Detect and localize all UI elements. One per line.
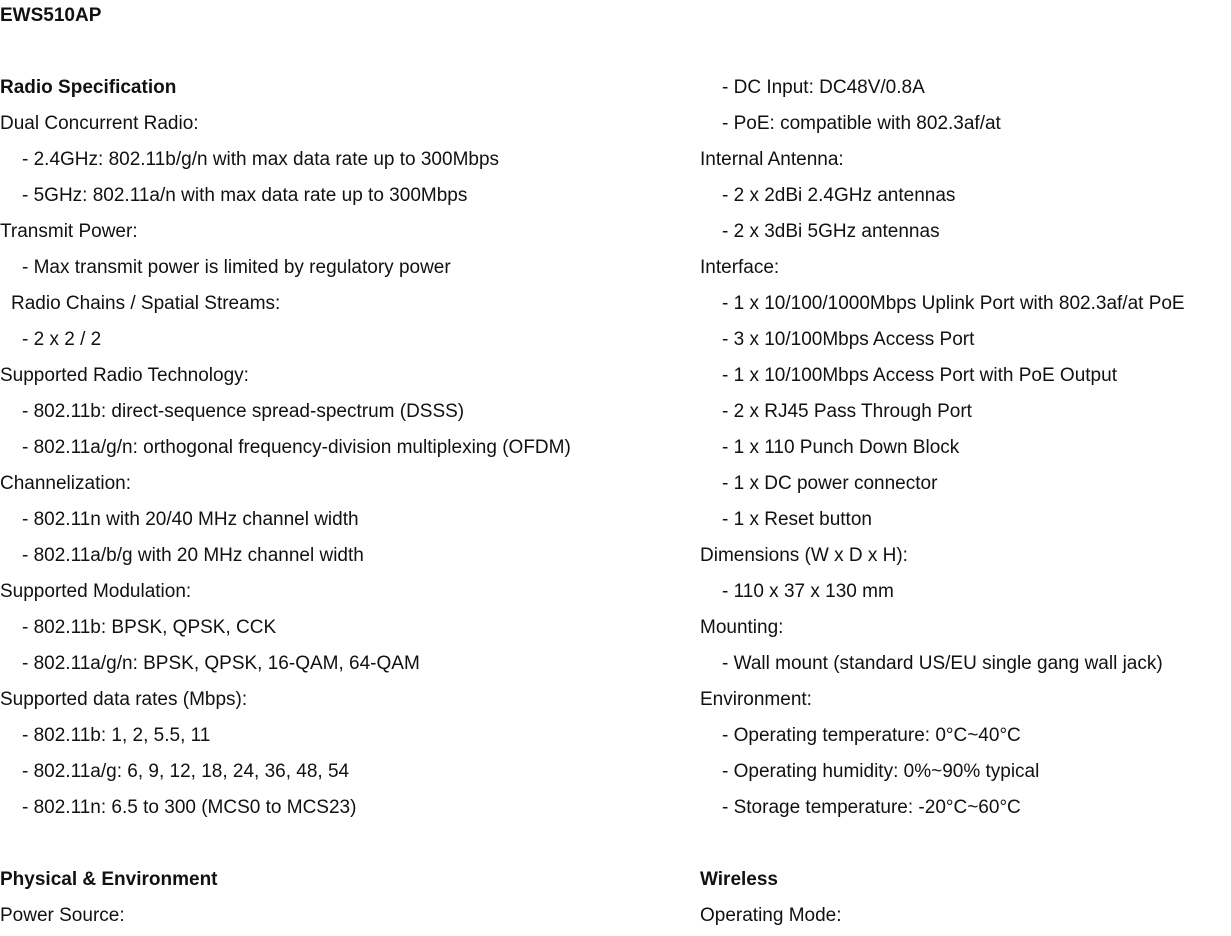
spec-item: - 1 x DC power connector <box>722 473 938 494</box>
spec-label: Interface: <box>700 257 780 278</box>
spec-item: - Wall mount (standard US/EU single gang wall jack) <box>722 653 1163 674</box>
right-spec-column <box>700 72 1231 936</box>
spec-label: Environment: <box>700 689 812 710</box>
spec-item: - 1 x 10/100/1000Mbps Uplink Port with 802.3af/at PoE <box>722 293 1185 314</box>
spec-item: - 802.11b: direct-sequence spread-spectrum (DSSS) <box>22 401 465 422</box>
spacer <box>0 828 680 864</box>
section-heading: Physical & Environment <box>0 869 218 890</box>
spec-label: Dimensions (W x D x H): <box>700 545 908 566</box>
spec-label: Supported Modulation: <box>0 581 192 602</box>
spec-item: - 802.11n: 6.5 to 300 (MCS0 to MCS23) <box>22 797 357 818</box>
spec-item: - 110 x 37 x 130 mm <box>722 581 894 602</box>
spec-item: - 2 x 2 / 2 <box>22 329 102 350</box>
spec-item: - 2 x 2dBi 2.4GHz antennas <box>722 185 956 206</box>
spec-item: - 802.11a/g/n: BPSK, QPSK, 16-QAM, 64-QAM <box>22 653 420 674</box>
spec-item: - 802.11a/g: 6, 9, 12, 18, 24, 36, 48, 54 <box>22 761 350 782</box>
spec-item: - Storage temperature: -20°C~60°C <box>722 797 1021 818</box>
spec-label: Supported data rates (Mbps): <box>0 689 248 710</box>
spec-item: - 802.11n with 20/40 MHz channel width <box>22 509 359 530</box>
left-spec-column <box>0 72 680 936</box>
spec-item: - 802.11b: BPSK, QPSK, CCK <box>22 617 277 638</box>
spec-label: Supported Radio Technology: <box>0 365 249 386</box>
spacer <box>700 828 1231 864</box>
section-heading: Radio Specification <box>0 77 177 98</box>
spec-item: - 2 x RJ45 Pass Through Port <box>722 401 972 422</box>
spec-item: - 1 x 110 Punch Down Block <box>722 437 960 458</box>
spec-item: - 802.11a/g/n: orthogonal frequency-division multiplexing (OFDM) <box>22 437 571 458</box>
spec-item: - 1 x Reset button <box>722 509 872 530</box>
spec-item: - 1 x 10/100Mbps Access Port with PoE Output <box>722 365 1117 386</box>
spec-label: Radio Chains / Spatial Streams: <box>11 293 281 314</box>
spec-label: Power Source: <box>0 905 125 926</box>
spec-item: - DC Input: DC48V/0.8A <box>722 77 925 98</box>
spec-label: Operating Mode: <box>700 905 842 926</box>
spec-label: Transmit Power: <box>0 221 138 242</box>
spec-item: - 3 x 10/100Mbps Access Port <box>722 329 975 350</box>
spec-item: - Operating temperature: 0°C~40°C <box>722 725 1021 746</box>
spec-item: - 802.11a/b/g with 20 MHz channel width <box>22 545 364 566</box>
spec-label: Dual Concurrent Radio: <box>0 113 199 134</box>
spec-label: Mounting: <box>700 617 784 638</box>
document-title: EWS510AP <box>0 5 102 26</box>
spec-label: Internal Antenna: <box>700 149 844 170</box>
spec-item: - 5GHz: 802.11a/n with max data rate up to 300Mbps <box>22 185 468 206</box>
section-heading: Wireless <box>700 869 778 890</box>
spec-item: - 802.11b: 1, 2, 5.5, 11 <box>22 725 211 746</box>
spec-item: - Operating humidity: 0%~90% typical <box>722 761 1040 782</box>
spec-item: - 2 x 3dBi 5GHz antennas <box>722 221 940 242</box>
spec-item: - PoE: compatible with 802.3af/at <box>722 113 1001 134</box>
spec-label: Channelization: <box>0 473 131 494</box>
spec-item: - 2.4GHz: 802.11b/g/n with max data rate up to 300Mbps <box>22 149 500 170</box>
spec-item: - Max transmit power is limited by regulatory power <box>22 257 451 278</box>
